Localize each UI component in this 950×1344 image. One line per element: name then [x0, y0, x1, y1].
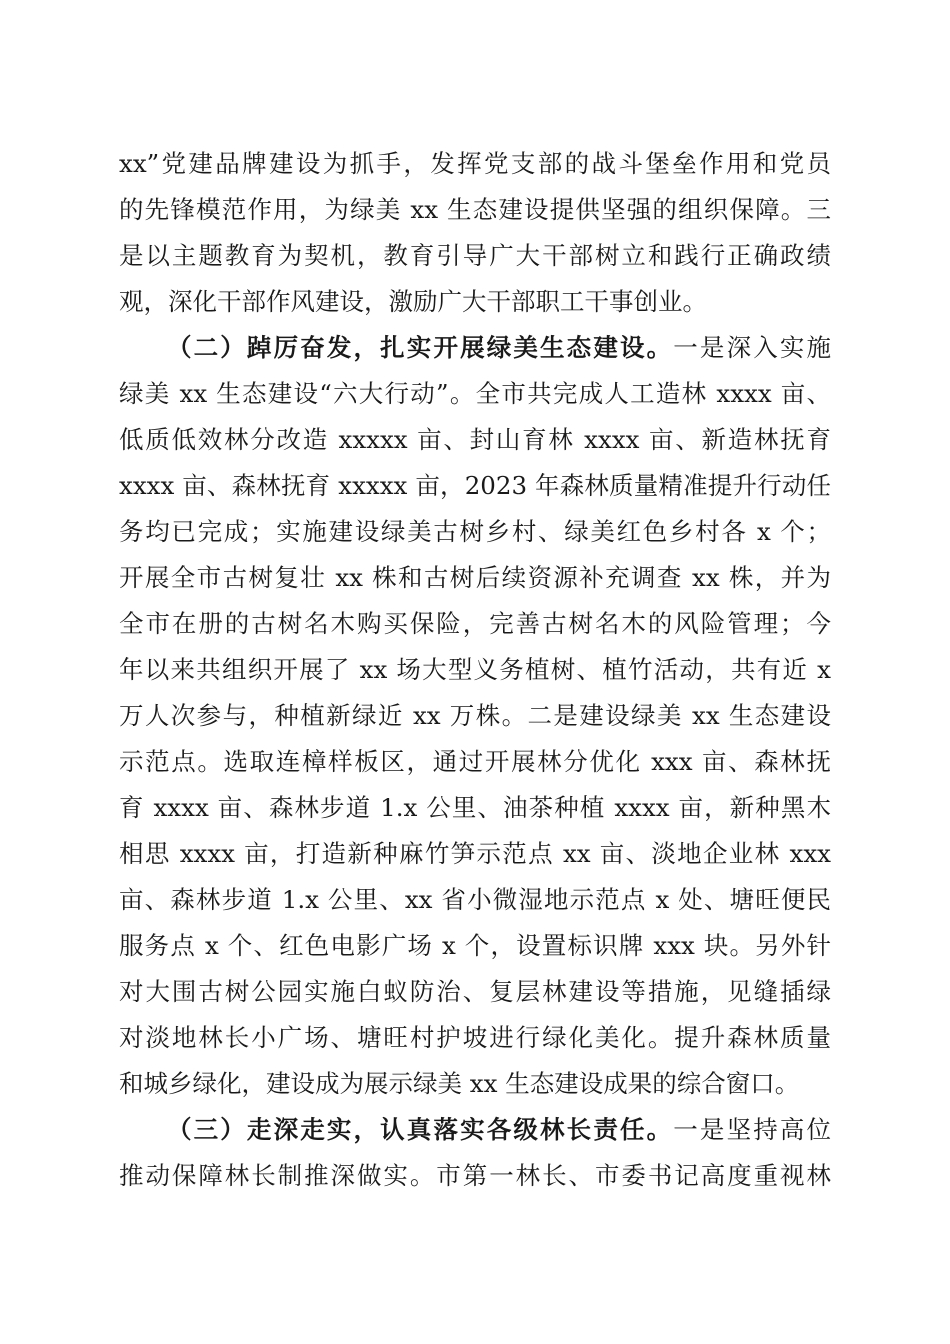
section-heading: （二）踔厉奋发，扎实开展绿美生态建设。 — [167, 333, 674, 362]
text-line: 示范点。选取连樟样板区，通过开展林分优化 xxx 亩、森林抚 — [119, 747, 831, 776]
text-line: 开展全市古树复壮 xx 株和古树后续资源补充调查 xx 株，并为 — [119, 563, 831, 592]
text-line: 服务点 x 个、红色电影广场 x 个，设置标识牌 xxx 块。另外针 — [119, 931, 831, 960]
text-line: 绿美 xx 生态建设“六大行动”。全市共完成人工造林 xxxx 亩、 — [119, 379, 831, 408]
text-run: 一是坚持高位 — [673, 1115, 832, 1144]
paragraph-first-line — [167, 329, 831, 367]
paragraph-first-line — [167, 1111, 831, 1149]
text-line: 亩、森林步道 1.x 公里、xx 省小微湿地示范点 x 处、塘旺便民 — [119, 885, 831, 914]
section-heading: （三）走深走实，认真落实各级林长责任。 — [167, 1115, 674, 1144]
text-line: 推动保障林长制推深做实。市第一林长、市委书记高度重视林 — [119, 1161, 831, 1190]
text-line: 全市在册的古树名木购买保险，完善古树名木的风险管理；今 — [119, 609, 831, 638]
text-line: xx”党建品牌建设为抓手，发挥党支部的战斗堡垒作用和党员 — [119, 149, 831, 178]
text-line: 万人次参与，种植新绿近 xx 万株。二是建设绿美 xx 生态建设 — [119, 701, 831, 730]
text-run: 一是深入实施 — [673, 333, 832, 362]
text-line: xxxx 亩、森林抚育 xxxxx 亩，2023 年森林质量精准提升行动任 — [119, 471, 831, 500]
text-line: 的先锋模范作用，为绿美 xx 生态建设提供坚强的组织保障。三 — [119, 195, 831, 224]
text-line: 观，深化干部作风建设，激励广大干部职工干事创业。 — [119, 287, 707, 316]
text-line: 务均已完成；实施建设绿美古树乡村、绿美红色乡村各 x 个； — [119, 517, 831, 546]
text-line: 低质低效林分改造 xxxxx 亩、封山育林 xxxx 亩、新造林抚育 — [119, 425, 831, 454]
text-line: 对大围古树公园实施白蚁防治、复层林建设等措施，见缝插绿 — [119, 977, 831, 1006]
text-line: 对淡地林长小广场、塘旺村护坡进行绿化美化。提升森林质量 — [119, 1023, 831, 1052]
text-line: 是以主题教育为契机，教育引导广大干部树立和践行正确政绩 — [119, 241, 831, 270]
text-line: 和城乡绿化，建设成为展示绿美 xx 生态建设成果的综合窗口。 — [119, 1069, 800, 1098]
text-line: 年以来共组织开展了 xx 场大型义务植树、植竹活动，共有近 x — [119, 655, 831, 684]
text-line: 相思 xxxx 亩，打造新种麻竹笋示范点 xx 亩、淡地企业林 xxx — [119, 839, 831, 868]
text-line: 育 xxxx 亩、森林步道 1.x 公里、油茶种植 xxxx 亩，新种黑木 — [119, 793, 831, 822]
